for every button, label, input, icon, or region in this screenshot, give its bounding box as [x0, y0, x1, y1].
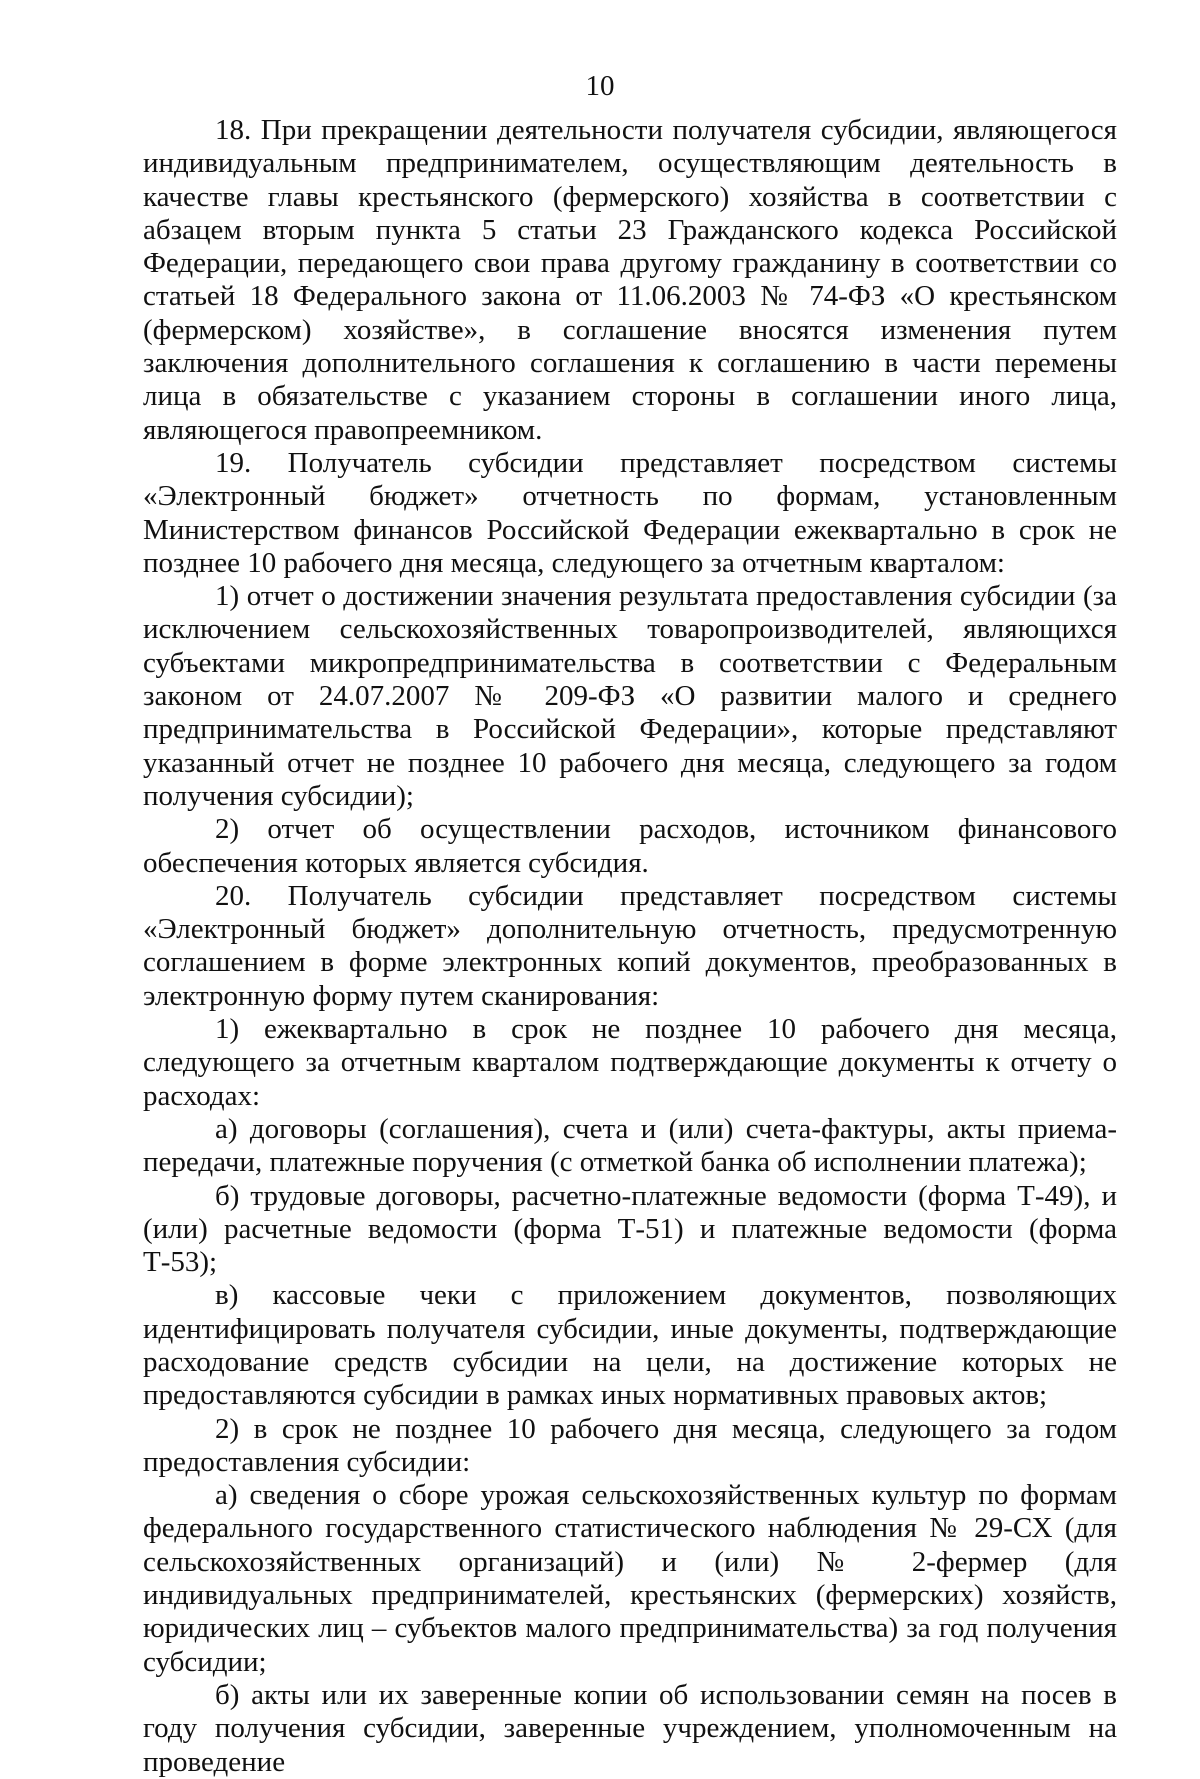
paragraph-19: 19. Получатель субсидии представляет посредством системы «Электронный бюджет» отчетность по формам, установленным Министерством финансов Российской Федерации ежеквартально в срок не позднее 10 рабочего дня месяца, следующего за отчетным кварталом: — [143, 446, 1117, 579]
document-body — [143, 114, 1117, 1779]
paragraph-19-item-2: 2) отчет об осуществлении расходов, источником финансового обеспечения которых является субсидия. — [143, 813, 1117, 879]
paragraph-20-item-2: 2) в срок не позднее 10 рабочего дня месяца, следующего за годом предоставления субсидии: — [143, 1412, 1117, 1478]
paragraph-20-item-2-a: а) сведения о сборе урожая сельскохозяйственных культур по формам федерального государственного статистического наблюдения № 29-СХ (для сельскохозяйственных организаций) и (или) № 2-фермер (для индивидуальных предпринимателей, крестьянских (фермерских) хозяйств, юридических лиц – субъектов малого предпринимательства) за год получения субсидии; — [143, 1479, 1117, 1678]
paragraph-20-item-1: 1) ежеквартально в срок не позднее 10 рабочего дня месяца, следующего за отчетным кварталом подтверждающие документы к отчету о расходах: — [143, 1013, 1117, 1112]
paragraph-20-item-2-b: б) акты или их заверенные копии об использовании семян на посев в году получения субсидии, заверенные учреждением, уполномоченным на проведение — [143, 1678, 1117, 1778]
paragraph-20-item-1-a: а) договоры (соглашения), счета и (или) счета-фактуры, акты приема-передачи, платежные поручения (с отметкой банка об исполнении платежа); — [143, 1112, 1117, 1179]
paragraph-20-item-1-v: в) кассовые чеки с приложением документов, позволяющих идентифицировать получателя субсидии, иные документы, подтверждающие расходование средств субсидии на цели, на достижение которых не предоставляются субсидии в рамках иных нормативных правовых актов; — [143, 1279, 1117, 1412]
paragraph-20: 20. Получатель субсидии представляет посредством системы «Электронный бюджет» дополнительную отчетность, предусмотренную соглашением в форме электронных копий документов, преобразованных в электронную форму путем сканирования: — [143, 879, 1117, 1012]
paragraph-18: 18. При прекращении деятельности получателя субсидии, являющегося индивидуальным предпринимателем, осуществляющим деятельность в качестве главы крестьянского (фермерского) хозяйства в соответствии с абзацем вторым пункта 5 статьи 23 Гражданского кодекса Российской Федерации, передающего свои права другому гражданину в соответствии со статьей 18 Федерального закона от 11.06.2003 № 74-ФЗ «О крестьянском (фермерском) хозяйстве», в соглашение вносятся изменения путем заключения дополнительного соглашения к соглашению в части перемены лица в обязательстве с указанием стороны в соглашении иного лица, являющегося правопреемником. — [143, 114, 1117, 446]
paragraph-19-item-1: 1) отчет о достижении значения результата предоставления субсидии (за исключением сельскохозяйственных товаропроизводителей, являющихся субъектами микропредпринимательства в соответствии с Федеральным законом от 24.07.2007 № 209-ФЗ «О развитии малого и среднего предпринимательства в Российской Федерации», которые представляют указанный отчет не позднее 10 рабочего дня месяца, следующего за годом получения субсидии); — [143, 580, 1117, 812]
paragraph-20-item-1-b: б) трудовые договоры, расчетно-платежные ведомости (форма Т-49), и (или) расчетные ведомости (форма Т-51) и платежные ведомости (форма Т-53); — [143, 1179, 1117, 1279]
page-number: 10 — [585, 70, 615, 102]
